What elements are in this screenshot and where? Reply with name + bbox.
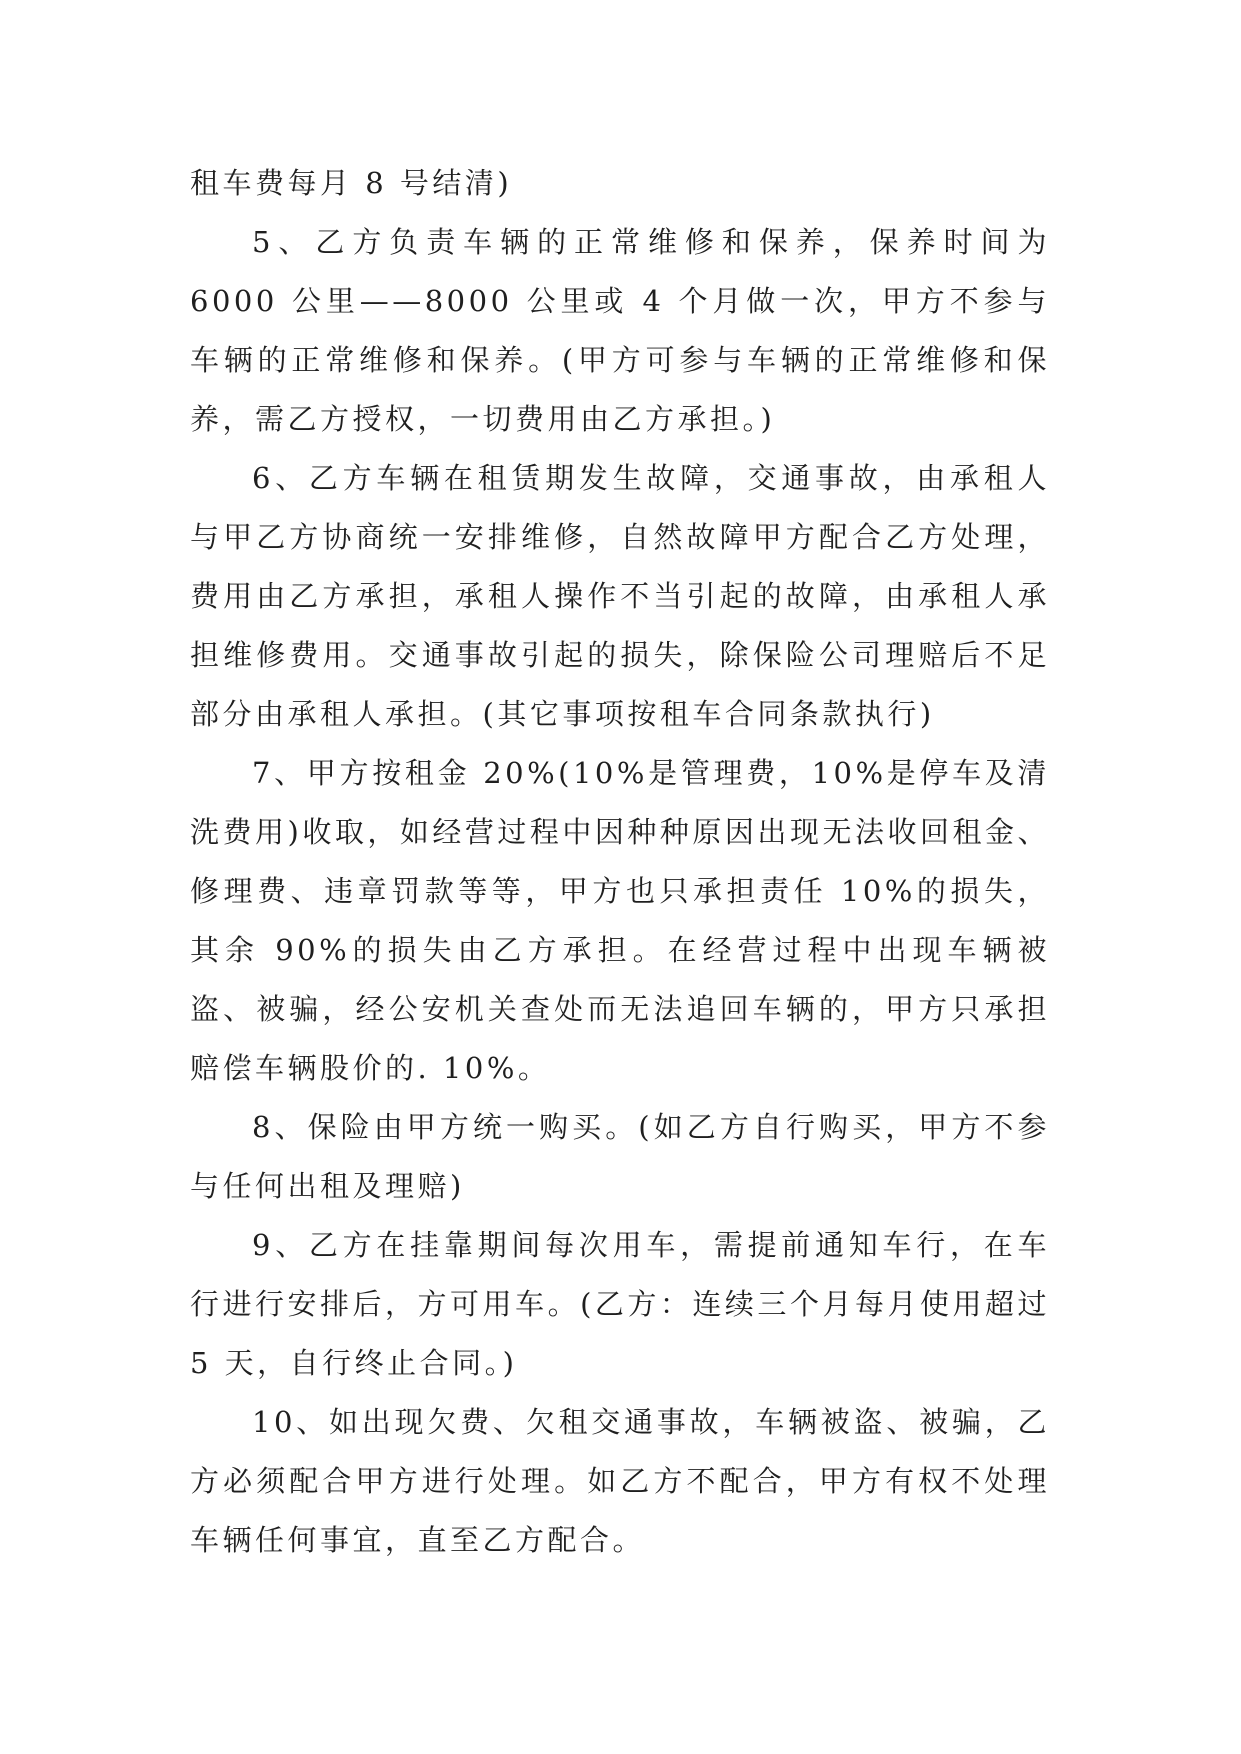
clause-10: 10、如出现欠费、欠租交通事故，车辆被盗、被骗，乙方必须配合甲方进行处理。如乙方不配合，甲方有权不处理车辆任何事宜，直至乙方配合。 — [190, 1405, 1050, 1557]
clause-5: 5、乙方负责车辆的正常维修和保养，保养时间为 6000 公里——8000 公里或 4 个月做一次，甲方不参与车辆的正常维修和保养。(甲方可参与车辆的正常维修和保养，需乙方授权，一切费用由乙方承担。) — [190, 225, 1050, 436]
clause-9: 9、乙方在挂靠期间每次用车，需提前通知车行，在车行进行安排后，方可用车。(乙方：连续三个月每月使用超过 5 天，自行终止合同。) — [190, 1228, 1050, 1380]
document-body — [190, 154, 1050, 1570]
clause-8: 8、保险由甲方统一购买。(如乙方自行购买，甲方不参与任何出租及理赔) — [190, 1110, 1050, 1203]
paragraph-continuation: 租车费每月 8 号结清) — [190, 166, 513, 200]
clause-6: 6、乙方车辆在租赁期发生故障，交通事故，由承租人与甲乙方协商统一安排维修，自然故障甲方配合乙方处理，费用由乙方承担，承租人操作不当引起的故障，由承租人承担维修费用。交通事故引起的损失，除保险公司理赔后不足部分由承租人承担。(其它事项按租车合同条款执行) — [190, 461, 1050, 731]
clause-7: 7、甲方按租金 20%(10%是管理费，10%是停车及清洗费用)收取，如经营过程中因种种原因出现无法收回租金、修理费、违章罚款等等，甲方也只承担责任 10%的损失，其余 90%的损失由乙方承担。在经营过程中出现车辆被盗、被骗，经公安机关查处而无法追回车辆的，甲方只承担赔偿车辆股价的. 10%。 — [190, 756, 1050, 1085]
